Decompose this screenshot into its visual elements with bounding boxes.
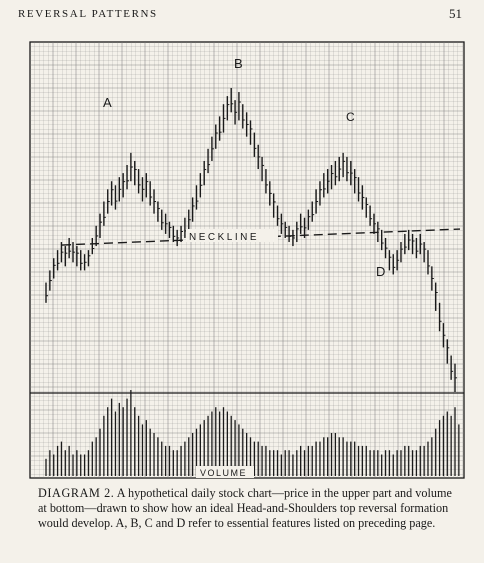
caption-text: A hypothetical daily stock chart—price in the upper part and volume at bottom—drawn to show how an ideal Head-and-Shoulders top reversal formation would develop. A, B, C and D refer to essential features listed on preceding page. — [38, 486, 452, 530]
figure-caption — [38, 486, 458, 531]
label-d: D — [376, 264, 386, 279]
label-b: B — [234, 56, 243, 71]
neckline-label: NECKLINE — [189, 232, 260, 243]
volume-label: VOLUME — [200, 468, 248, 478]
caption-lead: DIAGRAM 2. — [38, 486, 115, 500]
label-c: C — [346, 110, 355, 124]
label-a: A — [103, 95, 112, 110]
page-number: 51 — [449, 6, 462, 21]
running-head: REVERSAL PATTERNS — [18, 8, 158, 20]
